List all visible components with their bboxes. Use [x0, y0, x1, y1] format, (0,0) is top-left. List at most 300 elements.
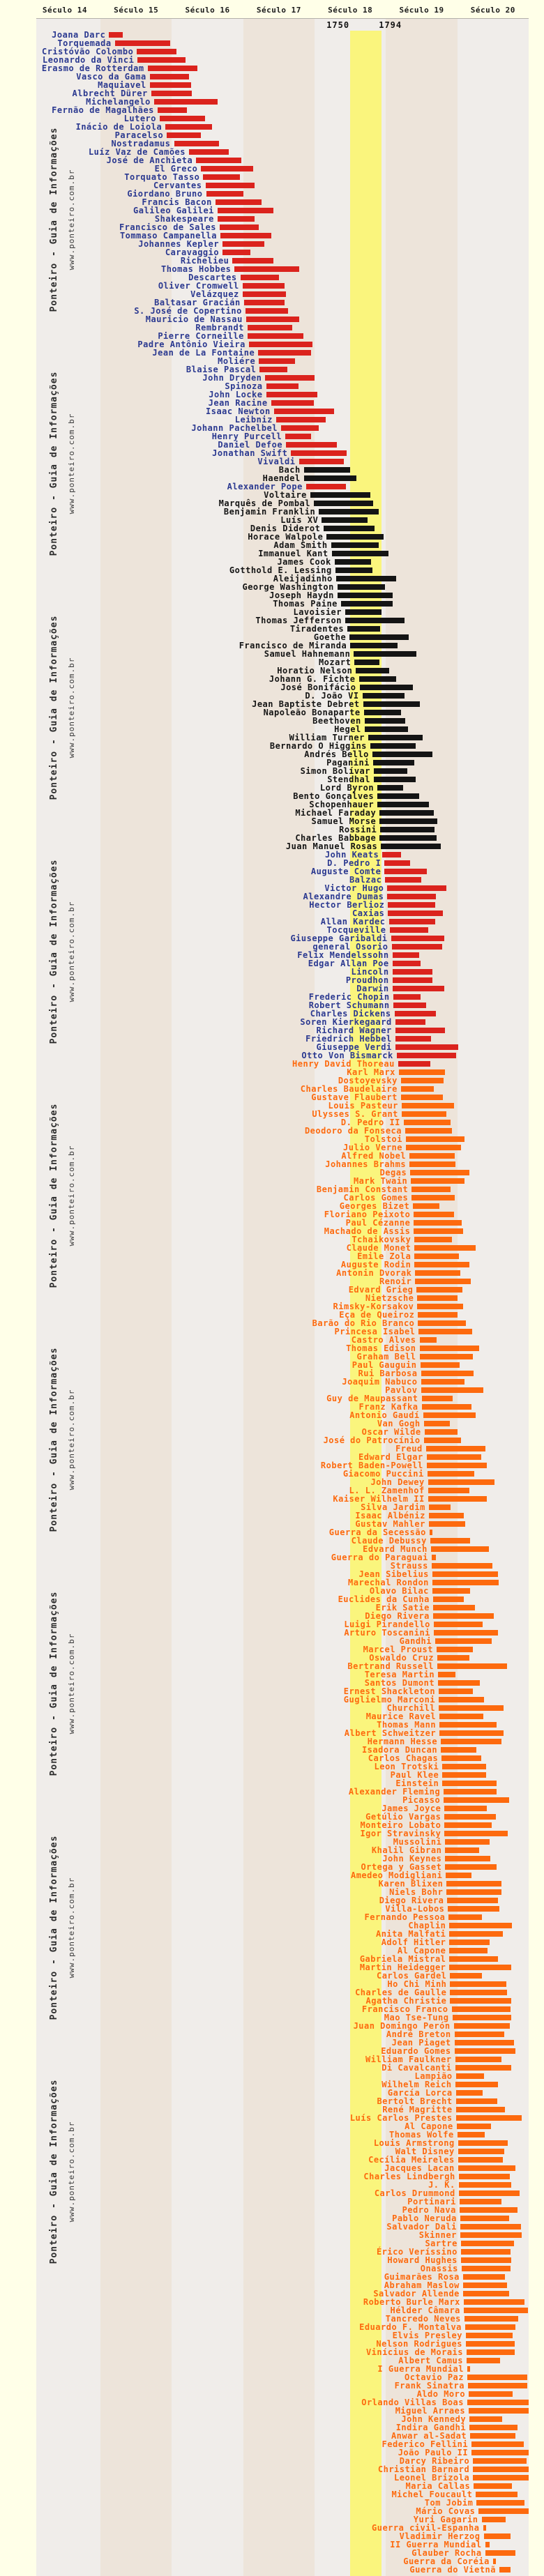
row-name[interactable]: Giordano Bruno [127, 189, 203, 199]
row-name[interactable]: James Cook [277, 557, 331, 567]
row-name[interactable]: Gustave Flaubert [311, 1092, 398, 1102]
row-name[interactable]: Diego Rivera [379, 1896, 444, 1905]
row-name[interactable]: Sartre [425, 2239, 458, 2248]
row-name[interactable]: Julio Verne [343, 1143, 402, 1152]
row-name[interactable]: Jean Baptiste Debret [252, 699, 360, 709]
row-name[interactable]: Jean Sibelius [358, 1569, 429, 1579]
row-name[interactable]: Vivaldi [257, 457, 296, 466]
row-name[interactable]: Thomas Paine [273, 599, 338, 609]
row-name[interactable]: Luíz Vaz de Camões [88, 147, 186, 157]
row-name[interactable]: Benjamin Franklin [223, 507, 316, 517]
row-name[interactable]: Albrecht Dürer [72, 89, 148, 98]
row-name[interactable]: Albert Schweitzer [344, 1728, 437, 1738]
row-name[interactable]: El Greco [154, 164, 198, 174]
row-name[interactable]: Dostoyevsky [338, 1076, 398, 1085]
row-name[interactable]: Tiradentes [289, 624, 345, 634]
row-name[interactable]: Lampião [414, 2071, 453, 2081]
row-name[interactable]: Friedrich Hebbel [305, 1034, 392, 1044]
row-name[interactable]: John Kennedy [401, 2414, 467, 2424]
row-name[interactable]: I Guerra Mundial [377, 2364, 464, 2374]
row-name[interactable]: Cervantes [153, 181, 202, 190]
row-name[interactable]: Shakespeare [154, 214, 214, 224]
row-name[interactable]: Francisco de Sales [119, 222, 216, 232]
row-name[interactable]: Jacques Lacan [384, 2163, 455, 2173]
row-name[interactable]: Proudhon [345, 975, 389, 985]
row-name[interactable]: Johann Pachelbel [191, 423, 278, 433]
row-name[interactable]: Blaise Pascal [186, 365, 257, 374]
row-name[interactable]: Gabriela Mistral [359, 1954, 446, 1964]
row-name[interactable]: Floriano Peixoto [324, 1210, 411, 1219]
row-name[interactable]: Guerra civil-Espanha [372, 2523, 480, 2533]
row-name[interactable]: Maurice Ravel [365, 1712, 437, 1721]
row-name[interactable]: Antonin Dvorak [336, 1268, 412, 1278]
row-name[interactable]: Adam Smith [273, 540, 328, 550]
row-name[interactable]: Ho Chi Minh [387, 1979, 447, 1989]
row-name[interactable]: Lincoln [351, 967, 389, 977]
row-name[interactable]: Torquato Tasso [124, 172, 200, 182]
row-name[interactable]: Alexandre Dumas [303, 892, 384, 901]
row-name[interactable]: Mussolini [393, 1837, 442, 1847]
row-name[interactable]: Luís Carlos Prestes [349, 2113, 453, 2123]
row-name[interactable]: Pablo Neruda [392, 2213, 457, 2223]
row-name[interactable]: Paul Klee [390, 1770, 439, 1780]
row-name[interactable]: Thomas Jefferson [255, 616, 342, 625]
row-name[interactable]: Voltaire [264, 490, 307, 500]
row-name[interactable]: Allan Kardec [320, 917, 386, 927]
row-name[interactable]: Spinoza [225, 381, 263, 391]
row-name[interactable]: Jean Piaget [391, 2038, 451, 2048]
row-name[interactable]: Auguste Rodin [340, 1260, 411, 1270]
row-name[interactable]: Gotthold E. Lessing [229, 565, 332, 575]
row-name[interactable]: D. Pedro II [340, 1118, 400, 1127]
row-name[interactable]: Guimarães Rosa [384, 2272, 460, 2282]
row-name[interactable]: Denis Diderot [250, 524, 321, 533]
row-name[interactable]: Haendel [262, 473, 301, 483]
row-name[interactable]: John Locke [209, 390, 263, 399]
row-name[interactable]: Nostradamus [111, 139, 171, 148]
row-name[interactable]: Horace Walpole [248, 532, 324, 542]
row-name[interactable]: Barão do Rio Branco [312, 1318, 415, 1328]
row-name[interactable]: Bernardo O Higgins [269, 741, 367, 751]
row-name[interactable]: Villa-Lobos [385, 1904, 445, 1914]
row-name[interactable]: Yuri Gagarin [413, 2515, 478, 2524]
row-name[interactable]: Paul Gauguin [352, 1360, 417, 1370]
row-name[interactable]: Caravaggio [165, 247, 220, 257]
row-name[interactable]: Horatio Nelson [277, 666, 353, 676]
row-name[interactable]: Skinner [418, 2230, 457, 2240]
row-name[interactable]: Marcel Proust [363, 1645, 433, 1654]
row-name[interactable]: Gustav Mahler [355, 1519, 425, 1529]
row-name[interactable]: Frank Sinatra [394, 2381, 464, 2391]
row-name[interactable]: Charles Lindbergh [363, 2172, 455, 2181]
row-name[interactable]: Velázquez [190, 289, 239, 299]
row-name[interactable]: Hegel [334, 724, 361, 734]
row-name[interactable]: Martin Heidegger [359, 1963, 446, 1972]
row-name[interactable]: Louis Armstrong [373, 2138, 455, 2148]
row-name[interactable]: Orlando Villas Boas [361, 2398, 464, 2407]
row-name[interactable]: William Faulkner [365, 2055, 452, 2064]
row-name[interactable]: Isaac Albéniz [355, 1511, 425, 1521]
row-name[interactable]: Guerra do Paraguai [331, 1553, 428, 1562]
row-name[interactable]: Walt Disney [395, 2147, 455, 2156]
row-name[interactable]: Hector Berlioz [309, 900, 385, 910]
row-name[interactable]: Paganini [326, 758, 370, 768]
row-name[interactable]: Giuseppe Verdi [316, 1042, 392, 1052]
row-name[interactable]: John Dryden [202, 373, 262, 383]
row-name[interactable]: Van Gogh [377, 1419, 421, 1428]
row-name[interactable]: José de Anchieta [106, 155, 193, 165]
row-name[interactable]: Diego Rivera [365, 1611, 430, 1621]
row-name[interactable]: Tolstoi [364, 1134, 402, 1144]
row-name[interactable]: Charles Babbage [295, 833, 377, 843]
row-name[interactable]: Vinícius de Morais [365, 2347, 463, 2357]
row-name[interactable]: Olavo Bilac [369, 1586, 429, 1596]
row-name[interactable]: Otto Von Bismarck [301, 1051, 393, 1060]
row-name[interactable]: Ortega y Gasset [361, 1862, 442, 1872]
row-name[interactable]: general Osorio [312, 942, 388, 952]
row-name[interactable]: André Breton [386, 2029, 451, 2039]
row-name[interactable]: Indira Gandhi [395, 2423, 467, 2432]
row-name[interactable]: Pedro Nava [402, 2205, 456, 2215]
row-name[interactable]: Tom Jobim [424, 2498, 474, 2508]
row-name[interactable]: Nelson Rodrigues [376, 2339, 462, 2349]
row-name[interactable]: Érico Veríssino [376, 2247, 458, 2257]
row-name[interactable]: Maquiavel [98, 80, 146, 90]
row-name[interactable]: Galileo Galilei [133, 206, 214, 215]
row-name[interactable]: Isadora Duncan [361, 1745, 438, 1755]
row-name[interactable]: Schopenhauer [309, 800, 375, 809]
row-name[interactable]: Samuel Morse [311, 816, 377, 826]
row-name[interactable]: Johann G. Fichte [269, 674, 356, 684]
row-name[interactable]: Giacomo Puccini [342, 1469, 424, 1479]
row-name[interactable]: Anita Malfati [375, 1929, 446, 1939]
row-name[interactable]: Marechal Rondon [348, 1578, 429, 1587]
row-name[interactable]: Roberto Burle Marx [363, 2297, 460, 2307]
row-name[interactable]: Juan Domingo Perón [353, 2021, 451, 2031]
row-name[interactable]: Andrés Bello [304, 749, 369, 759]
row-name[interactable]: John Dewey [370, 1477, 425, 1487]
row-name[interactable]: Claude Debussy [351, 1536, 427, 1546]
row-name[interactable]: S. José de Copertino [134, 306, 242, 316]
row-name[interactable]: Alexander Pope [227, 482, 303, 491]
row-name[interactable]: Mao Tse-Tung [384, 2013, 449, 2022]
row-name[interactable]: Ernest Shackleton [343, 1686, 436, 1696]
row-name[interactable]: Pavlov [385, 1385, 418, 1395]
row-name[interactable]: Darcy Ribeiro [399, 2456, 470, 2466]
row-name[interactable]: Churchill [386, 1703, 436, 1713]
row-name[interactable]: Eduardo F. Montalva [359, 2322, 462, 2332]
row-name[interactable]: Robert Schumann [308, 1000, 390, 1010]
row-name[interactable]: Franz Kafka [358, 1402, 418, 1412]
row-name[interactable]: Immanuel Kant [258, 549, 328, 558]
row-name[interactable]: Aleijadinho [273, 574, 333, 584]
row-name[interactable]: Amedeo Modigliani [350, 1870, 443, 1880]
row-name[interactable]: Albert Camus [398, 2356, 463, 2365]
row-name[interactable]: Salvador Allende [373, 2289, 460, 2299]
row-name[interactable]: Luís XV [280, 515, 319, 525]
row-name[interactable]: Leibniz [234, 415, 273, 425]
row-name[interactable]: II Guerra Mundial [390, 2540, 482, 2550]
row-name[interactable]: Jean Racine [208, 398, 268, 408]
row-name[interactable]: Guerra do Vietnã [409, 2565, 496, 2575]
row-name[interactable]: Daniel Defoe [218, 440, 283, 450]
row-name[interactable]: Khalil Gibran [371, 1845, 442, 1855]
row-name[interactable]: Guerra da Secessão [328, 1527, 426, 1537]
row-name[interactable]: Joaquim Nabuco [342, 1377, 418, 1387]
row-name[interactable]: Torquemada [57, 38, 112, 48]
row-name[interactable]: Portinari [407, 2197, 456, 2207]
row-name[interactable]: D. João VI [305, 691, 359, 701]
row-name[interactable]: Rossini [339, 825, 377, 834]
row-name[interactable]: Mozart [318, 657, 352, 667]
row-name[interactable]: René Magritte [382, 2105, 453, 2114]
row-name[interactable]: Erasmo de Rotterdam [41, 63, 144, 73]
row-name[interactable]: Antonio Gaudí [349, 1410, 420, 1420]
row-name[interactable]: Degas [379, 1168, 407, 1178]
row-name[interactable]: Georges Bizet [339, 1201, 410, 1211]
row-name[interactable]: Descartes [188, 273, 237, 282]
row-name[interactable]: Karen Blixen [378, 1879, 444, 1889]
row-name[interactable]: Charles Baudelaire [300, 1084, 398, 1094]
row-name[interactable]: Joana Darc [52, 30, 106, 40]
row-name[interactable]: Bertrand Russell [347, 1661, 434, 1671]
row-name[interactable]: D. Pedro I [327, 858, 381, 868]
row-name[interactable]: Lavoisier [293, 607, 342, 617]
row-name[interactable]: Edward Elgar [358, 1452, 423, 1462]
row-name[interactable]: Erik Satie [375, 1603, 430, 1613]
row-name[interactable]: Silva Jardim [361, 1502, 425, 1512]
row-name[interactable]: Simon Bolívar [300, 766, 370, 776]
row-name[interactable]: John Keats [324, 850, 379, 860]
row-name[interactable]: Caxias [352, 908, 385, 918]
row-name[interactable]: Leonardo da Vinci [42, 55, 135, 65]
row-name[interactable]: L. L. Zamenhof [349, 1486, 425, 1495]
row-name[interactable]: Eduardo Gomes [381, 2046, 451, 2056]
row-name[interactable]: Bento Gonçalves [293, 791, 375, 801]
row-name[interactable]: Thomas Edison [346, 1343, 416, 1353]
row-name[interactable]: Howard Hughes [387, 2255, 458, 2265]
row-name[interactable]: Francisco Franco [361, 2004, 448, 2014]
row-name[interactable]: Leonel Brizola [394, 2473, 470, 2483]
row-name[interactable]: Michael Faraday [295, 808, 377, 818]
row-name[interactable]: García Lorca [387, 2088, 453, 2098]
row-name[interactable]: Vasco da Gama [76, 72, 146, 82]
row-name[interactable]: Moliére [218, 356, 256, 366]
row-name[interactable]: João Paulo II [398, 2448, 469, 2457]
row-name[interactable]: Jean de La Fontaine [152, 348, 255, 358]
row-name[interactable]: Picasso [402, 1795, 441, 1805]
row-name[interactable]: Arturo Toscanini [344, 1628, 430, 1638]
row-name[interactable]: Thomas Wolfe [389, 2130, 454, 2140]
row-name[interactable]: Émile Zola [357, 1251, 411, 1261]
row-name[interactable]: Henry Purcell [211, 432, 282, 441]
row-name[interactable]: Soren Kierkegaard [300, 1017, 392, 1027]
row-name[interactable]: Darwin [356, 984, 389, 993]
row-name[interactable]: Francisco de Miranda [239, 641, 347, 650]
row-name[interactable]: Federico Fellini [381, 2439, 469, 2449]
row-name[interactable]: Carlos Drummond [374, 2188, 455, 2198]
row-name[interactable]: Johannes Kepler [138, 239, 220, 249]
row-name[interactable]: Felix Mendelssohn [297, 950, 389, 960]
row-name[interactable]: James Joyce [381, 1804, 441, 1813]
row-name[interactable]: Johannes Brahms [325, 1159, 407, 1169]
row-name[interactable]: Giuseppe Garibaldi [290, 933, 388, 943]
row-name[interactable]: Kaiser Wilhelm II [333, 1494, 425, 1504]
row-name[interactable]: Samuel Hahnemann [264, 649, 351, 659]
row-name[interactable]: Beethoven [312, 716, 361, 726]
row-name[interactable]: Marquês de Pombal [218, 498, 310, 508]
row-name[interactable]: Al Capone [405, 2121, 453, 2131]
row-name[interactable]: Victor Hugo [324, 883, 384, 893]
row-name[interactable]: Mário Covas [416, 2506, 476, 2516]
row-name[interactable]: Bertolt Brecht [377, 2096, 453, 2106]
row-name[interactable]: Richelieu [180, 256, 229, 266]
row-name[interactable]: Aldo Moro [416, 2389, 466, 2399]
row-name[interactable]: Oliver Cromwell [158, 281, 239, 291]
row-name[interactable]: Guy de Maupassant [326, 1394, 418, 1403]
row-name[interactable]: Thomas Hobbes [160, 264, 232, 274]
row-name[interactable]: Monteiro Lobato [360, 1820, 441, 1830]
row-name[interactable]: Henry David Thoreau [292, 1059, 395, 1069]
row-name[interactable]: Edgar Allan Poe [308, 959, 389, 968]
row-name[interactable]: Ulysses S. Grant [312, 1109, 398, 1119]
row-name[interactable]: Graham Bell [356, 1352, 416, 1362]
row-name[interactable]: Anwar al-Sadat [391, 2431, 467, 2441]
row-name[interactable]: Freud [395, 1444, 423, 1454]
row-name[interactable]: J. K. [428, 2180, 455, 2190]
row-name[interactable]: Strauss [390, 1561, 428, 1571]
row-name[interactable]: Joseph Haydn [269, 590, 334, 600]
row-name[interactable]: George Washington [242, 582, 334, 592]
row-name[interactable]: Goethe [313, 632, 347, 642]
row-name[interactable]: Guerra da Coréia [403, 2556, 490, 2566]
row-name[interactable]: Machado de Assis [324, 1226, 411, 1236]
row-name[interactable]: Tocqueville [326, 925, 386, 935]
row-name[interactable]: Michelangelo [86, 97, 151, 107]
row-name[interactable]: José Bonifácio [280, 683, 356, 692]
row-name[interactable]: Auguste Comte [310, 867, 381, 876]
row-name[interactable]: Edvard Munch [363, 1544, 428, 1554]
row-name[interactable]: Bach [278, 465, 301, 475]
row-name[interactable]: Edvard Grieg [348, 1285, 414, 1295]
row-name[interactable]: Thomas Mann [377, 1720, 437, 1730]
row-name[interactable]: Rui Barbosa [358, 1369, 418, 1378]
row-name[interactable]: Padre Antônio Vieira [137, 340, 245, 349]
row-name[interactable]: Euclides da Cunha [338, 1594, 430, 1604]
row-name[interactable]: Charles de Gaulle [355, 1988, 447, 1997]
row-name[interactable]: Einstein [395, 1778, 439, 1788]
row-name[interactable]: Baltasar Gracián [154, 298, 241, 307]
row-name[interactable]: Karl Marx [347, 1067, 395, 1077]
row-name[interactable]: Richard Wagner [316, 1026, 392, 1035]
row-name[interactable]: John Keynes [382, 1854, 442, 1864]
row-name[interactable]: Rimsky-Korsakov [333, 1302, 414, 1311]
row-name[interactable]: José do Patrocínio [323, 1435, 421, 1445]
row-name[interactable]: Salvador Dali [386, 2222, 457, 2232]
row-name[interactable]: Di Cavalcanti [381, 2063, 452, 2073]
row-name[interactable]: Niels Bohr [389, 1887, 444, 1897]
row-name[interactable]: Getúlio Vargas [365, 1812, 441, 1822]
row-name[interactable]: Balzac [349, 875, 382, 885]
row-name[interactable]: Al Capone [397, 1946, 446, 1956]
row-name[interactable]: Tchaikovsky [352, 1235, 411, 1244]
row-name[interactable]: Tancredo Neves [385, 2314, 461, 2324]
row-name[interactable]: Adolf Hitler [381, 1937, 446, 1947]
row-name[interactable]: Alexander Fleming [348, 1787, 441, 1797]
row-name[interactable]: Miguel Arraes [395, 2406, 466, 2416]
row-name[interactable]: Michel Foucault [391, 2490, 473, 2499]
row-name[interactable]: Mauricio de Nassau [145, 314, 243, 324]
row-name[interactable]: William Turner [289, 733, 365, 742]
row-name[interactable]: Chaplin [408, 1921, 446, 1930]
row-name[interactable]: Frederic Chopin [308, 992, 390, 1002]
row-name[interactable]: Igor Stravinsky [360, 1829, 441, 1838]
row-name[interactable]: Vladimir Herzog [399, 2531, 481, 2541]
row-name[interactable]: Louis Pasteur [328, 1101, 398, 1111]
row-name[interactable]: Castro Alves [351, 1335, 416, 1345]
row-name[interactable]: Tommaso Campanella [119, 231, 217, 241]
row-name[interactable]: Eça de Queiroz [339, 1310, 415, 1320]
row-name[interactable]: Maria Callas [405, 2481, 471, 2491]
row-name[interactable]: Mark Twain [353, 1176, 408, 1186]
row-name[interactable]: Octavio Paz [405, 2372, 464, 2382]
row-name[interactable]: Rembrandt [195, 323, 244, 333]
row-name[interactable]: Charles Dickens [310, 1009, 391, 1019]
row-name[interactable]: Stendhal [327, 775, 370, 784]
row-name[interactable]: Inácio de Loiola [75, 122, 163, 132]
row-name[interactable]: Lutero [123, 114, 156, 123]
row-name[interactable]: Princesa Isabel [334, 1327, 416, 1336]
row-name[interactable]: Francis Bacon [142, 197, 212, 207]
row-name[interactable]: Hermann Hesse [367, 1737, 438, 1746]
row-name[interactable]: Nietzsche [365, 1293, 414, 1303]
row-name[interactable]: Robert Baden-Powell [320, 1461, 423, 1470]
row-name[interactable]: Glauber Rocha [411, 2548, 482, 2558]
row-name[interactable]: Abraham Maslow [384, 2280, 460, 2290]
row-name[interactable]: Benjamin Constant [316, 1184, 409, 1194]
row-name[interactable]: Paracelso [114, 130, 164, 140]
row-name[interactable]: Agatha Christie [365, 1996, 447, 2006]
row-name[interactable]: Lord Byron [319, 783, 375, 793]
row-name[interactable]: Onassis [420, 2264, 458, 2273]
row-name[interactable]: Alfred Nobel [341, 1151, 407, 1161]
row-name[interactable]: Jonathan Swift [212, 448, 288, 458]
row-name[interactable]: Cristóvão Colombo [41, 47, 134, 56]
row-name[interactable]: Juan Manuel Rosas [285, 841, 378, 851]
row-name[interactable]: Carlos Gomes [343, 1193, 409, 1203]
row-name[interactable]: Guglielmo Marconi [343, 1695, 436, 1705]
row-name[interactable]: Paul Cézanne [345, 1218, 411, 1228]
row-name[interactable]: Christian Barnard [377, 2464, 470, 2474]
row-name[interactable]: Claude Monet [346, 1243, 411, 1253]
row-name[interactable]: Deodoro da Fonseca [304, 1126, 402, 1136]
row-name[interactable]: Oscar Wilde [361, 1427, 421, 1437]
row-name[interactable]: Hélder Câmara [390, 2306, 460, 2315]
row-name[interactable]: Santos Dumont [364, 1678, 435, 1688]
row-name[interactable]: Wilhelm Reich [381, 2080, 452, 2089]
row-name[interactable]: Fernando Pessoa [364, 1912, 446, 1922]
row-name[interactable]: Oswaldo Cruz [369, 1653, 434, 1663]
row-name[interactable]: Luigi Pirandello [344, 1619, 430, 1629]
row-name[interactable]: Leon Trotski [374, 1762, 439, 1771]
row-name[interactable]: Napoleão Bonaparte [263, 708, 361, 717]
row-name[interactable]: Gandhi [399, 1636, 432, 1646]
row-name[interactable]: Isaac Newton [206, 406, 271, 416]
row-name[interactable]: Renoir [379, 1276, 412, 1286]
row-name[interactable]: Carlos Chagas [368, 1753, 439, 1763]
row-name[interactable]: Teresa Martin [364, 1670, 435, 1679]
row-name[interactable]: Pierre Corneille [158, 331, 244, 341]
